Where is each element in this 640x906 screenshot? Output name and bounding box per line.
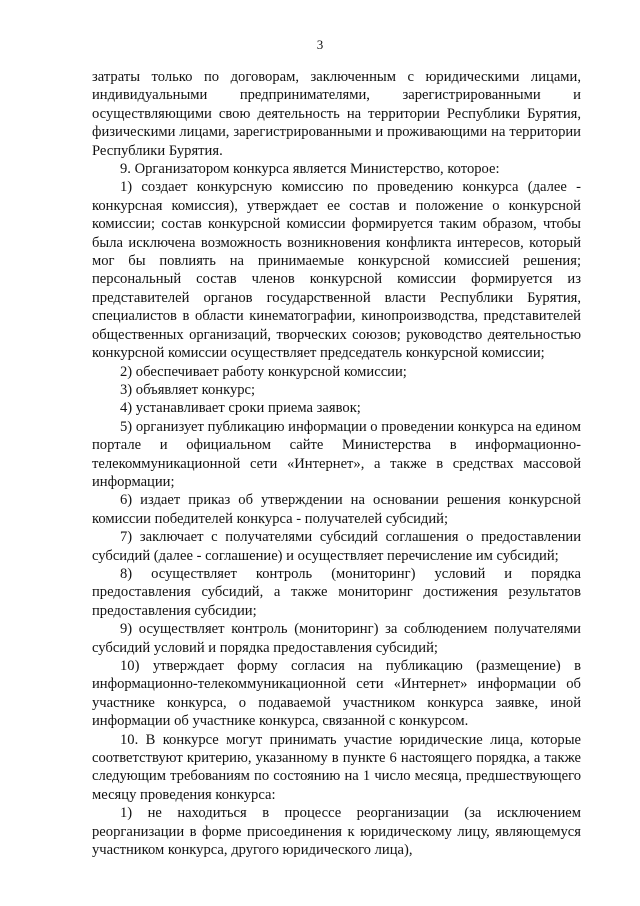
- paragraph-subitem-10: 10) утверждает форму согласия на публикацию (размещение) в информационно-телекоммуникационной сети «Интернет» информации об участнике конкурса, о подаваемой участником конкурса заявке, иной информации об участнике конкурса, связанной с конкурсом.: [92, 658, 581, 730]
- paragraph-requirement-1: 1) не находиться в процессе реорганизации (за исключением реорганизации в форме присоединения к юридическому лицу, являющемуся участником конкурса, другого юридического лица),: [92, 805, 581, 859]
- paragraph-subitem-7: 7) заключает с получателями субсидий соглашения о предоставлении субсидий (далее - соглашение) и осуществляет перечисление им субсидий;: [92, 529, 581, 564]
- paragraph-subitem-9: 9) осуществляет контроль (мониторинг) за соблюдением получателями субсидий условий и порядка предоставления субсидий;: [92, 621, 581, 656]
- page-number: 3: [316, 37, 324, 52]
- paragraph-subitem-4: 4) устанавливает сроки приема заявок;: [120, 400, 361, 417]
- paragraph-continuation: затраты только по договорам, заключенным с юридическими лицами, индивидуальными предпринимателями, зарегистрированными и осуществляющими свою деятельность на территории Республики Бурятия, физическими лицами, зарегистрированными и проживающими на территории Республики Бурятия.: [92, 69, 581, 159]
- document-body: [92, 68, 581, 859]
- paragraph-subitem-5: 5) организует публикацию информации о проведении конкурса на едином портале и официальном сайте Министерства в информационно-телекоммуникационной сети «Интернет», а также в средствах массовой информации;: [92, 418, 581, 490]
- paragraph-subitem-8: 8) осуществляет контроль (мониторинг) условий и порядка предоставления субсидий, а также мониторинг достижения результатов предоставления субсидии;: [92, 565, 581, 619]
- paragraph-item-10: 10. В конкурсе могут принимать участие юридические лица, которые соответствуют критерию, указанному в пункте 6 настоящего порядка, а также следующим требованиям по состоянию на 1 число месяца, предшествующего месяцу проведения конкурса:: [92, 731, 581, 803]
- paragraph-subitem-6: 6) издает приказ об утверждении на основании решения конкурсной комиссии победителей конкурса - получателей субсидий;: [92, 492, 581, 527]
- paragraph-subitem-3: 3) объявляет конкурс;: [120, 381, 256, 398]
- paragraph-subitem-2: 2) обеспечивает работу конкурсной комиссии;: [120, 363, 407, 380]
- paragraph-item-9: 9. Организатором конкурса является Министерство, которое:: [120, 161, 500, 178]
- paragraph-subitem-1: 1) создает конкурсную комиссию по проведению конкурса (далее - конкурсная комиссия), утверждает ее состав и положение о конкурсной комиссии; состав конкурсной комиссии формируется таким образом, чтобы была исключена возможность возникновения конфликта интересов, который мог бы повлиять на принимаемые конкурсной комиссией решения; персональный состав членов конкурсной комиссии формируется из представителей органов государственной власти Республики Бурятия, специалистов в области кинематографии, кинопроизводства, представителей общественных организаций, творческих союзов; руководство деятельностью конкурсной комиссии осуществляет председатель конкурсной комиссии;: [92, 179, 581, 362]
